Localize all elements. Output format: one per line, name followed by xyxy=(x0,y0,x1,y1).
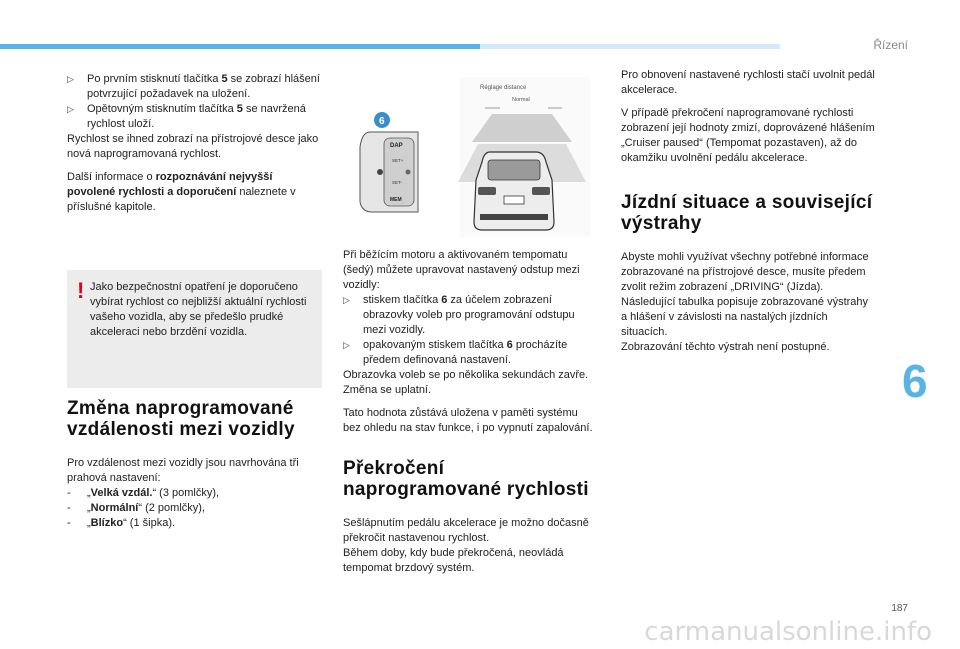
key-number: 6 xyxy=(506,339,513,351)
display-screen xyxy=(458,77,590,237)
list-item xyxy=(67,102,322,132)
list-item xyxy=(67,72,322,102)
list-item xyxy=(67,516,322,531)
column-left xyxy=(67,72,322,223)
bold-text: Normální xyxy=(90,502,139,514)
warning-icon: ! xyxy=(77,278,85,303)
text: “ (1 šipka). xyxy=(123,517,176,529)
bullet-icon: ▷ xyxy=(67,74,74,84)
bullet-icon: ▷ xyxy=(343,340,350,350)
dash: - xyxy=(67,517,71,529)
paragraph: Sešlápnutím pedálu akcelerace je možno dočasně překročit nastavenou rychlost. xyxy=(343,517,589,544)
text: Další informace o xyxy=(67,171,156,183)
paragraph: Tato hodnota zůstává uložena v paměti systému bez ohledu na stav funkce, i po vypnutí zapalování. xyxy=(343,407,593,434)
text: “ (3 pomlčky), xyxy=(152,487,220,499)
dap-label: DAP xyxy=(390,143,403,149)
watermark: carmanualsonline.info xyxy=(644,617,932,647)
text: procházíte předem definovaná nastavení. xyxy=(363,339,568,366)
paragraph: Obrazovka voleb se po několika sekundách zavře. xyxy=(343,369,589,381)
bold-text: rozpoznávání nejvyšší povolené rychlosti a doporučení xyxy=(67,171,273,198)
text: se navržená rychlost uloží. xyxy=(87,103,306,130)
text: za účelem zobrazení obrazovky voleb pro programování odstupu mezi vozidly. xyxy=(363,294,575,336)
text: naleznete v příslušné kapitole. xyxy=(67,186,296,213)
column-right xyxy=(621,68,876,363)
steering-control-stalk xyxy=(360,132,418,212)
paragraph: Během doby, kdy bude překročená, neovládá tempomat brzdový systém. xyxy=(343,547,564,574)
paragraph xyxy=(67,170,322,215)
section-heading: Jízdní situace a související výstrahy xyxy=(621,192,873,234)
text: opakovaným stiskem tlačítka xyxy=(363,339,507,351)
paragraph: Abyste mohli využívat všechny potřebné informace zobrazované na přístrojové desce, musíte předem zvolit režim zobrazení „DRIVING“ (Jízda). xyxy=(621,251,869,293)
key-number: 5 xyxy=(221,73,228,85)
screen-title: Réglage distance xyxy=(480,85,527,91)
section-heading: Změna naprogramované vzdálenosti mezi vozidly xyxy=(67,398,295,440)
paragraph: Zobrazování těchto výstrah není postupné. xyxy=(621,341,830,353)
chapter-number: 6 xyxy=(902,355,928,407)
text: „ xyxy=(87,517,91,529)
text: „ xyxy=(87,487,91,499)
paragraph: Následující tabulka popisuje zobrazované výstrahy a hlášení v závislosti na nastalých jízdních situacích. xyxy=(621,296,869,338)
mem-label: MEM xyxy=(390,197,402,203)
section-title: Řízení xyxy=(873,38,908,52)
dash: - xyxy=(67,487,71,499)
header-accent-bar-light xyxy=(480,44,780,49)
list-item xyxy=(67,486,322,501)
paragraph: Při běžícím motoru a aktivovaném tempomatu (šedý) můžete upravovat nastavený odstup mezi vozidly: xyxy=(343,249,580,291)
badge-6-icon xyxy=(374,112,390,128)
cruise-control-illustration xyxy=(340,72,595,240)
paragraph: Pro obnovení nastavené rychlosti stačí uvolnit pedál akcelerace. xyxy=(621,69,875,96)
warning-box xyxy=(67,270,322,388)
bold-text: Velká vzdál. xyxy=(90,487,153,499)
key-number: 6 xyxy=(441,294,448,306)
set-plus-label: SET+ xyxy=(392,158,404,163)
text: “ (2 pomlčky), xyxy=(138,502,205,514)
paragraph: Rychlost se ihned zobrazí na přístrojové desce jako nová naprogramovaná rychlost. xyxy=(67,133,319,160)
paragraph: Pro vzdálenost mezi vozidly jsou navrhována tři prahová nastavení: xyxy=(67,457,299,484)
paragraph: V případě překročení naprogramované rychlosti zobrazení její hodnoty zmizí, doprovázené hlášením „Cruiser paused“ (Tempomat pozastaven), až do okamžiku uvolnění pedálu akcelerace. xyxy=(621,107,875,164)
page-number: 187 xyxy=(891,603,908,614)
text: „ xyxy=(87,502,91,514)
set-minus-label: SET- xyxy=(392,180,403,185)
header-accent-bar xyxy=(0,44,480,49)
dash: - xyxy=(67,502,71,514)
screen-option: Normal xyxy=(512,97,530,103)
text: Opětovným stisknutím tlačítka xyxy=(87,103,237,115)
bullet-icon: ▷ xyxy=(67,104,74,114)
column-left-lower xyxy=(67,398,322,531)
text: se zobrazí hlášení potvrzující požadavek na uložení. xyxy=(87,73,320,100)
text: stiskem tlačítka xyxy=(363,294,442,306)
column-middle xyxy=(343,248,598,584)
bold-text: Blízko xyxy=(90,517,124,529)
list-item xyxy=(67,501,322,516)
list-item xyxy=(343,338,598,368)
list-item xyxy=(343,293,598,338)
section-heading: Překročení naprogramované rychlosti xyxy=(343,458,589,500)
text: Po prvním stisknutí tlačítka xyxy=(87,73,222,85)
bullet-icon: ▷ xyxy=(343,295,350,305)
badge-label: 6 xyxy=(379,116,385,127)
paragraph: Změna se uplatní. xyxy=(343,384,432,396)
warning-text: Jako bezpečnostní opatření je doporučeno vybírat rychlost co nejbližší aktuální rychlosti vašeho vozidla, aby se předešlo prudké akceleraci nebo brzdění vozidla. xyxy=(90,281,307,338)
key-number: 5 xyxy=(236,103,243,115)
